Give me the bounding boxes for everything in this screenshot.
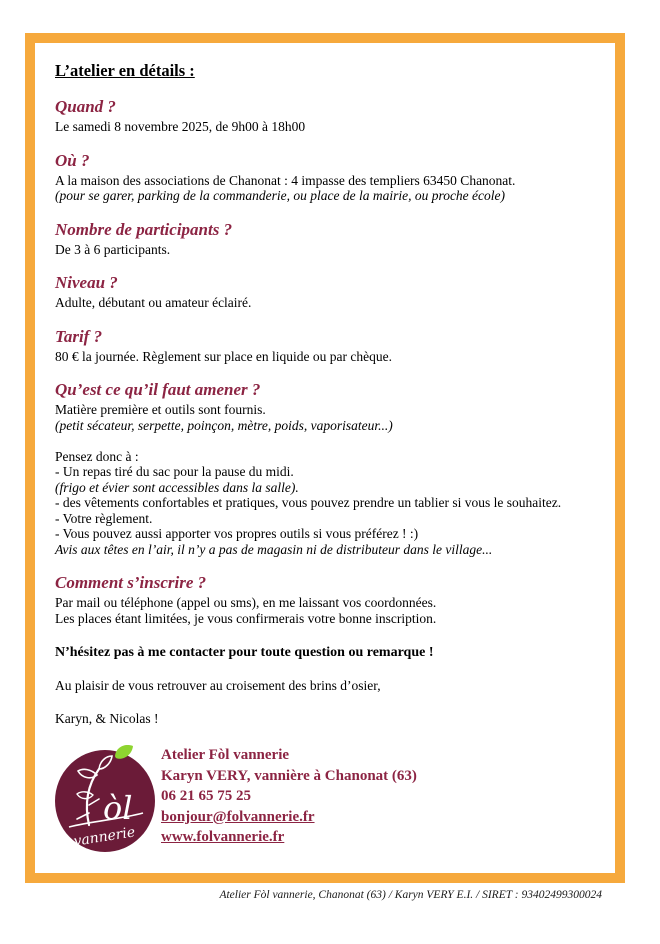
signature-block [55, 743, 589, 858]
detail-section [55, 151, 589, 204]
detail-line: 80 € la journée. Règlement sur place en liquide ou par chèque. [55, 348, 393, 364]
detail-section [55, 327, 589, 365]
section-lines [55, 595, 589, 626]
detail-line: Pensez donc à : [55, 448, 139, 464]
detail-section [55, 97, 589, 135]
section-heading: Où ? [55, 150, 90, 170]
section-heading: Niveau ? [55, 273, 118, 292]
detail-line: Les places étant limitées, je vous confirmerais votre bonne inscription. [55, 610, 437, 626]
leaf-icon [115, 745, 133, 759]
contact-link[interactable]: www.folvannerie.fr [161, 829, 285, 845]
detail-sections [55, 97, 589, 626]
detail-line-italic: (frigo et évier sont accessibles dans la salle). [55, 479, 299, 495]
contact-line: Atelier Fòl vannerie [161, 747, 290, 763]
detail-line: - Votre règlement. [55, 510, 153, 526]
section-heading: Comment s’inscrire ? [55, 573, 207, 592]
flyer-content [35, 43, 615, 858]
contact-note: N’hésitez pas à me contacter pour toute question ou remarque ! [55, 645, 434, 660]
detail-line: - des vêtements confortables et pratiques, vous pouvez prendre un tablier si vous le souhaitez. [55, 495, 562, 510]
detail-line: - Vous pouvez aussi apporter vos propres outils si vous préférez ! :) [55, 526, 419, 541]
section-lines [55, 295, 589, 311]
section-lines [55, 402, 589, 557]
contact-link[interactable]: bonjour@folvannerie.fr [161, 808, 315, 825]
detail-line-italic: (petit sécateur, serpette, poinçon, mètre, poids, vaporisateur...) [55, 417, 393, 433]
section-lines [55, 242, 589, 258]
section-heading: Tarif ? [55, 326, 103, 346]
contact-line: 06 21 65 75 25 [161, 788, 251, 804]
detail-section [55, 273, 589, 311]
detail-line: De 3 à 6 participants. [55, 241, 171, 257]
detail-section [55, 220, 589, 258]
detail-line: Adulte, débutant ou amateur éclairé. [55, 295, 252, 310]
signature-names: Karyn, & Nicolas ! [55, 710, 159, 726]
contact-line: Karyn VERY, vannière à Chanonat (63) [161, 767, 417, 784]
section-heading: Qu’est ce qu’il faut amener ? [55, 380, 261, 399]
closing-line: Au plaisir de vous retrouver au croisement des brins d’osier, [55, 678, 381, 693]
page-title: L’atelier en détails : [55, 61, 195, 80]
detail-line-italic: Avis aux têtes en l’air, il n’y a pas de magasin ni de distributeur dans le village... [55, 541, 493, 557]
detail-line [55, 433, 589, 449]
fol-vannerie-logo-icon [55, 743, 157, 853]
detail-section [55, 573, 589, 626]
section-heading: Quand ? [55, 97, 116, 116]
section-lines [55, 173, 589, 204]
logo [55, 743, 157, 858]
footer-legal: Atelier Fòl vannerie, Chanonat (63) / Karyn VERY E.I. / SIRET : 93402499300024 [219, 889, 602, 901]
detail-line: Le samedi 8 novembre 2025, de 9h00 à 18h00 [55, 119, 306, 134]
detail-section [55, 380, 589, 557]
detail-line: A la maison des associations de Chanonat : 4 impasse des templiers 63450 Chanonat. [55, 172, 516, 188]
detail-line-italic: (pour se garer, parking de la commanderie, ou place de la mairie, ou proche école) [55, 188, 506, 203]
section-lines [55, 119, 589, 135]
detail-line: - Un repas tiré du sac pour la pause du midi. [55, 464, 294, 479]
section-lines [55, 349, 589, 365]
detail-line: Matière première et outils sont fournis. [55, 402, 266, 417]
section-heading: Nombre de participants ? [55, 219, 233, 239]
orange-frame [25, 33, 625, 883]
logo-letters: òl [103, 789, 133, 827]
contact-block [161, 743, 417, 848]
detail-line: Par mail ou téléphone (appel ou sms), en me laissant vos coordonnées. [55, 595, 437, 610]
logo-word: vannerie [72, 824, 137, 850]
